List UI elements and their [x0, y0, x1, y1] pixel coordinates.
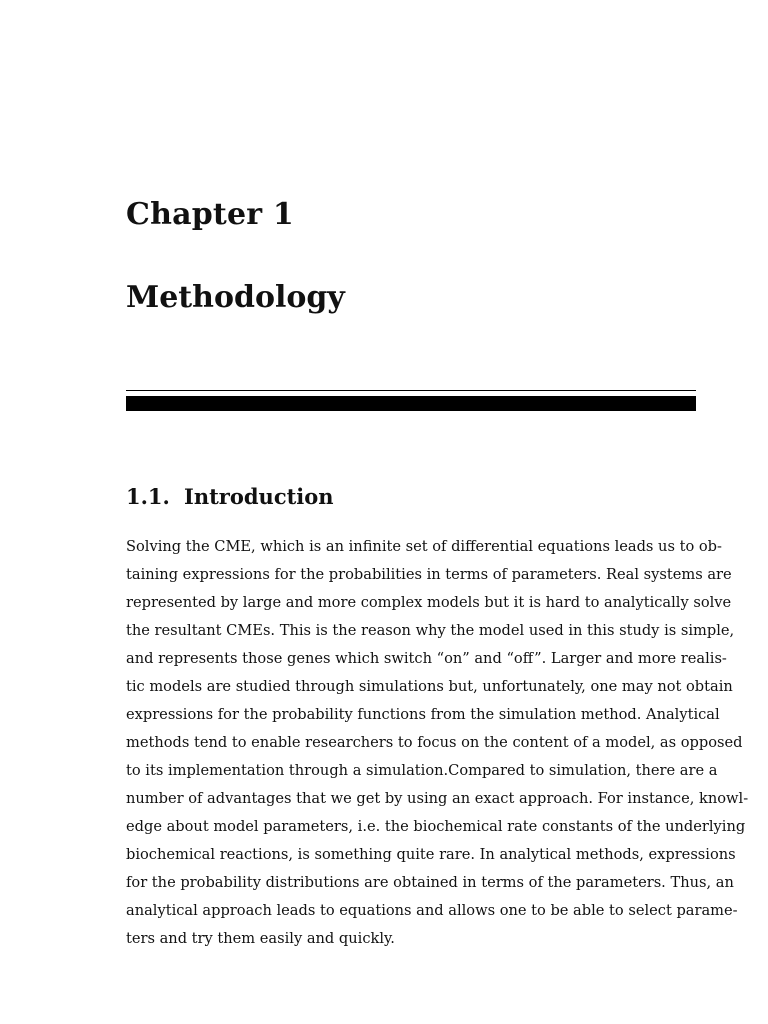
section-heading [126, 484, 334, 509]
body-line: methods tend to enable researchers to focus on the content of a model, as opposed [126, 734, 743, 751]
body-line: expressions for the probability functions from the simulation method. Analytical [126, 706, 720, 723]
body-paragraph [126, 533, 749, 953]
body-line: edge about model parameters, i.e. the biochemical rate constants of the underlying [126, 818, 746, 835]
body-line: and represents those genes which switch “on” and “off”. Larger and more realis- [126, 650, 727, 667]
body-line: represented by large and more complex models but it is hard to analytically solve [126, 594, 732, 611]
body-line: to its implementation through a simulation.Compared to simulation, there are a [126, 762, 718, 779]
body-line: the resultant CMEs. This is the reason why the model used in this study is simple, [126, 622, 735, 639]
body-line: taining expressions for the probabilities in terms of parameters. Real systems are [126, 566, 732, 583]
chapter-title: Methodology [126, 280, 345, 315]
section-title: Introduction [184, 484, 334, 509]
chapter-label: Chapter 1 [126, 197, 294, 232]
body-line: ters and try them easily and quickly. [126, 930, 395, 947]
body-line: number of advantages that we get by using an exact approach. For instance, knowl- [126, 790, 749, 807]
body-line: tic models are studied through simulations but, unfortunately, one may not obtain [126, 678, 733, 695]
body-line: for the probability distributions are obtained in terms of the parameters. Thus, an [126, 874, 734, 891]
chapter-rule-thick [126, 396, 696, 411]
body-line: Solving the CME, which is an infinite set of differential equations leads us to ob- [126, 538, 722, 555]
section-number: 1.1. [126, 484, 170, 509]
body-line: analytical approach leads to equations and allows one to be able to select parame- [126, 902, 738, 919]
chapter-rule-thin [126, 390, 696, 391]
body-line: biochemical reactions, is something quite rare. In analytical methods, expressions [126, 846, 736, 863]
